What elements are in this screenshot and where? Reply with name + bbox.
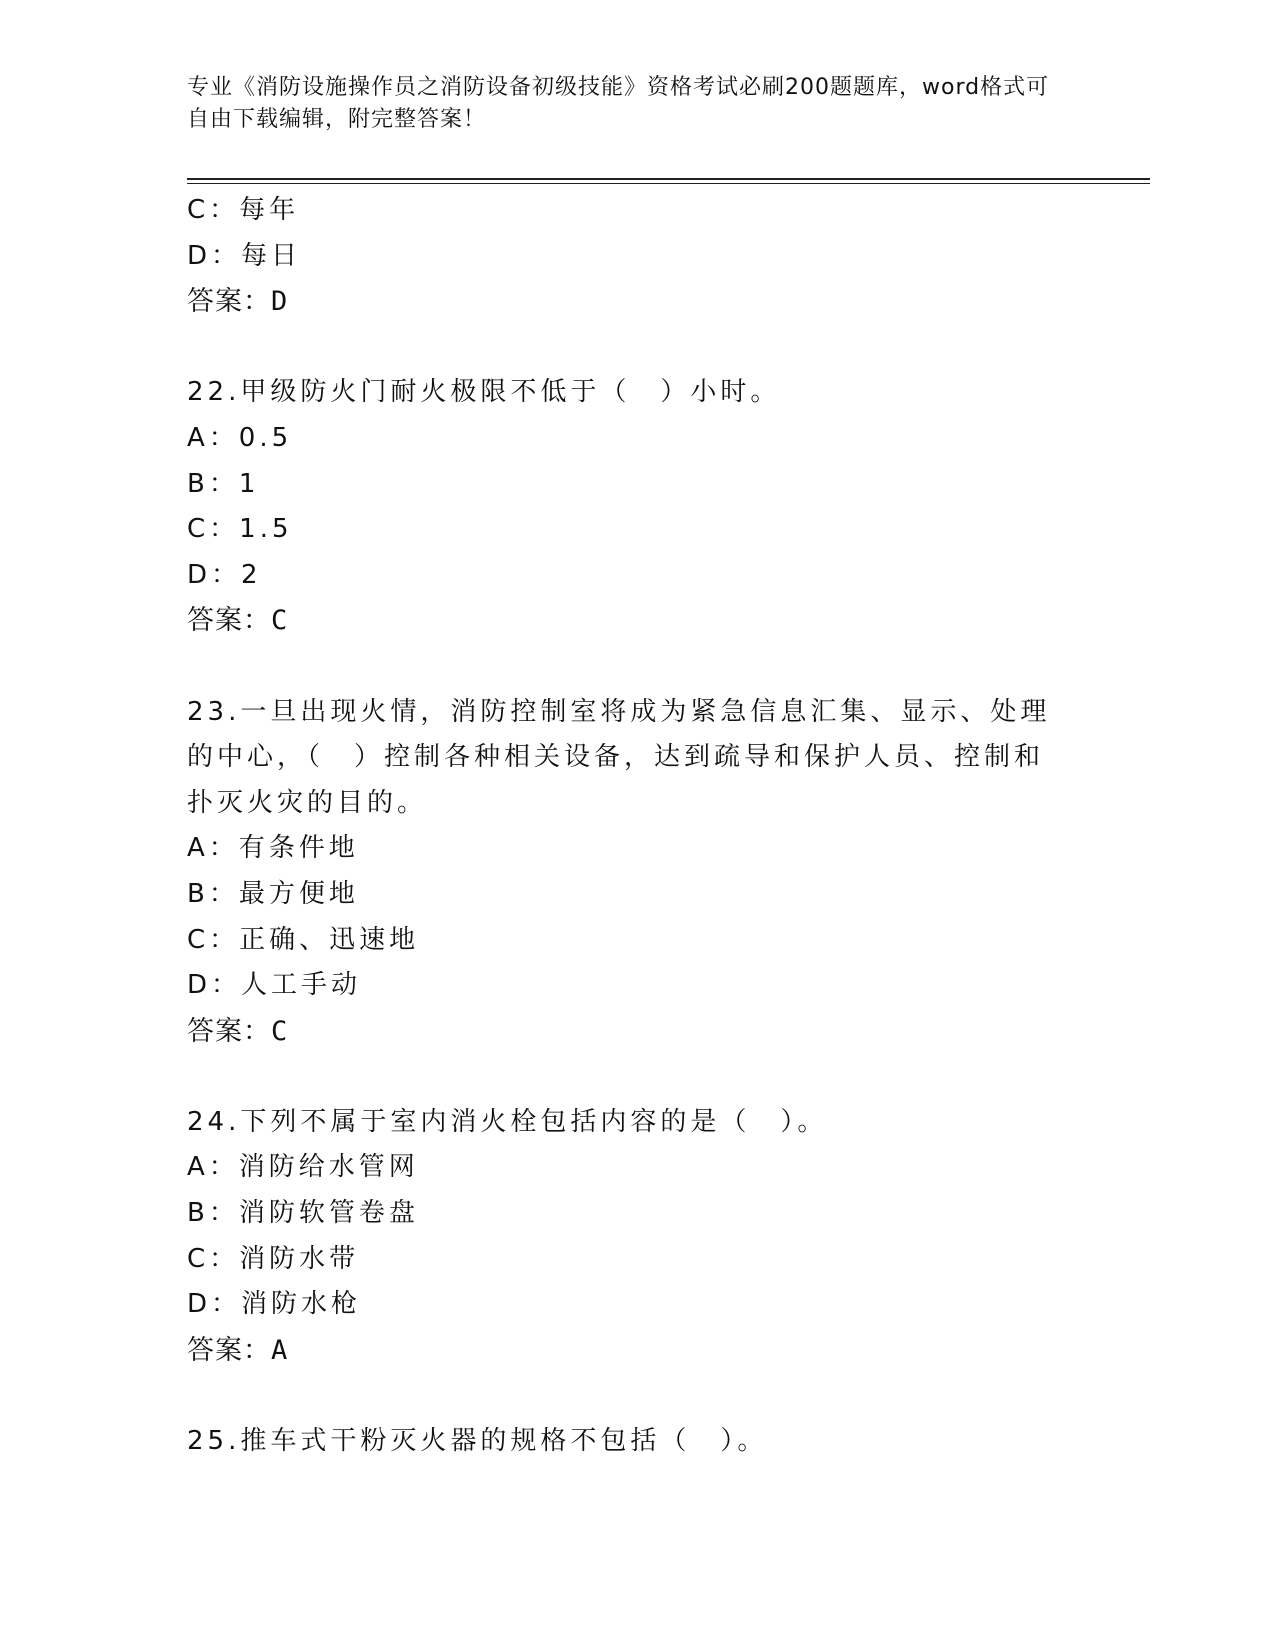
header-divider-thin xyxy=(187,183,1150,184)
document-header: 专业《消防设施操作员之消防设备初级技能》资格考试必刷200题题库，word格式可自由下载编辑，附完整答案！ xyxy=(187,75,1050,132)
option-b: B：1 xyxy=(187,468,260,499)
option-a: A：消防给水管网 xyxy=(187,1152,419,1183)
option-d: D：每日 xyxy=(187,240,302,271)
question-24: 24.下列不属于室内消火栓包括内容的是（ ）。 xyxy=(187,1106,828,1137)
spacer xyxy=(187,1373,1087,1419)
option-b: B：消防软管卷盘 xyxy=(187,1198,419,1229)
option-b: B：最方便地 xyxy=(187,878,359,909)
question-23: 23.一旦出现火情，消防控制室将成为紧急信息汇集、显示、处理的中心，（ ）控制各种相关设备，达到疏导和保护人员、控制和扑灭火灾的目的。 xyxy=(187,696,1051,818)
option-c: C：每年 xyxy=(187,195,300,225)
question-25: 25.推车式干粉灭火器的规格不包括（ ）。 xyxy=(187,1426,768,1457)
option-d: D：人工手动 xyxy=(187,970,362,1001)
spacer xyxy=(187,644,1087,690)
answer-line: 答案：C xyxy=(187,1015,289,1047)
answer-line: 答案：C xyxy=(187,605,289,637)
header-divider-thick xyxy=(187,178,1150,180)
answer-line: 答案：A xyxy=(187,1334,289,1366)
spacer xyxy=(187,325,1087,371)
option-c: C：1.5 xyxy=(187,514,293,545)
option-d: D：2 xyxy=(187,559,262,590)
option-c: C：消防水带 xyxy=(187,1243,360,1274)
option-d: D：消防水枪 xyxy=(187,1289,362,1320)
option-a: A：有条件地 xyxy=(187,833,359,864)
question-list xyxy=(187,188,1087,1465)
option-a: A：0.5 xyxy=(187,422,293,453)
spacer xyxy=(187,1054,1087,1100)
option-c: C：正确、迅速地 xyxy=(187,924,420,955)
answer-line: 答案：D xyxy=(187,286,289,318)
question-22: 22.甲级防火门耐火极限不低于（ ）小时。 xyxy=(187,377,781,408)
